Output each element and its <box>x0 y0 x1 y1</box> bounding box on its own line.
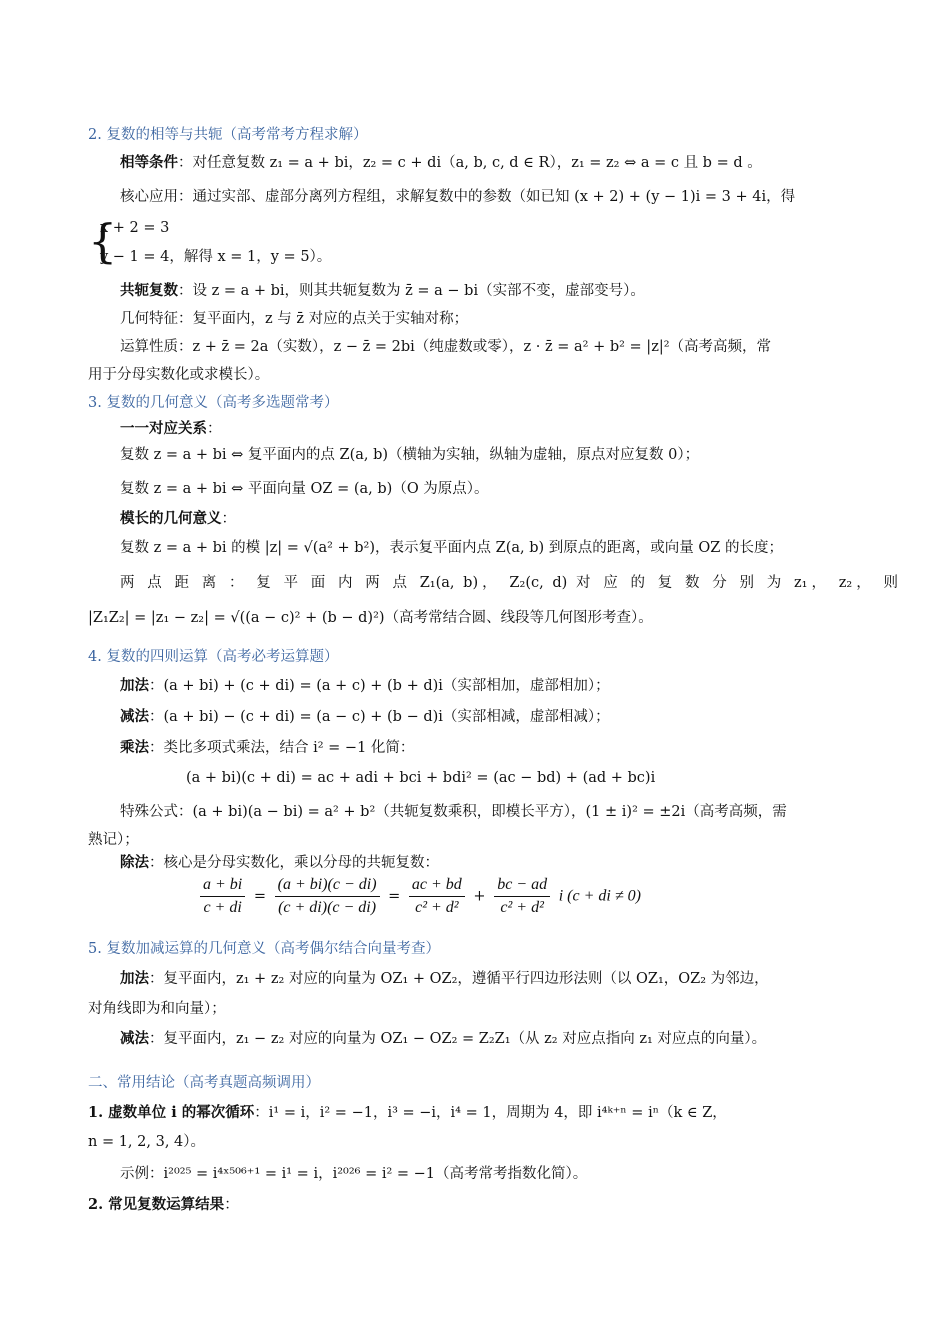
line-text: (a + bi)(c + di) = ac + adi + bci + bdi² = (ac − bd) + (ad + bc)i <box>186 770 656 786</box>
text-line <box>120 336 898 358</box>
line-text: 几何特征：复平面内，z 与 z̄ 对应的点关于实轴对称； <box>120 311 469 327</box>
line-text: ：复平面内，z₁ − z₂ 对应的向量为 OZ₁ − OZ₂ = Z₂Z₁（从 z₂ 对应点指向 z₁ 对应点的向量）。 <box>149 1031 767 1047</box>
line-text: y − 1 = 4，解得 x = 1，y = 5）。 <box>100 249 332 265</box>
fraction-4: $\frac{bc - ad}{\text{c² + d²}}$ <box>494 874 550 919</box>
section-heading <box>88 646 866 668</box>
line-text: 4. 复数的四则运算（高考必考运算题） <box>88 649 339 665</box>
text-line <box>120 186 898 208</box>
text-line <box>88 829 866 851</box>
text-line <box>88 1102 866 1124</box>
line-text: 二、常用结论（高考真题高频调用） <box>88 1075 320 1091</box>
text-line <box>120 308 898 330</box>
bold-label: 加法 <box>120 970 149 987</box>
line-text: 核心应用：通过实部、虚部分离列方程组，求解复数中的参数（如已知 (x + 2) + (y − 1)i = 3 + 4i，得 <box>120 189 796 205</box>
text-line <box>120 852 898 874</box>
line-text: ： <box>207 421 222 437</box>
text-line <box>120 801 898 823</box>
text-line <box>120 1163 898 1185</box>
line-text: 5. 复数加减运算的几何意义（高考偶尔结合向量考查） <box>88 941 440 957</box>
text-line <box>88 364 866 386</box>
equation-system-brace: { <box>88 214 118 268</box>
line-text: 两 点 距 离 ： 复 平 面 内 两 点 Z₁(a, b)， Z₂(c, d) 对 应 的 复 数 分 别 为 z₁， z₂， 则 <box>120 575 898 591</box>
text-line <box>100 217 878 239</box>
fraction-1: $\frac{a + bi}{c + di}$ <box>200 874 245 919</box>
line-text: 对角线即为和向量）； <box>88 1001 226 1017</box>
text-line <box>120 968 898 990</box>
text-line <box>120 508 898 530</box>
section-heading <box>88 1072 866 1094</box>
bold-label: 2. 常见复数运算结果 <box>88 1196 225 1213</box>
text-line <box>186 767 950 789</box>
text-line <box>120 706 898 728</box>
text-line <box>120 675 898 697</box>
fraction-2: $\frac{(a + bi)(c - di)}{(c + di)(c - di)}$ <box>275 874 380 919</box>
line-text: ：类比多项式乘法，结合 i² = −1 化简： <box>149 740 415 756</box>
bold-label: 减法 <box>120 1030 149 1047</box>
fraction-3: $\frac{ac + bd}{\text{c² + d²}}$ <box>409 874 465 919</box>
line-text: n = 1, 2, 3, 4）。 <box>88 1134 206 1150</box>
bold-label: 加法 <box>120 677 149 694</box>
text-line <box>88 607 866 629</box>
text-line <box>120 444 898 466</box>
division-formula: $\frac{a + bi}{c + di}$ = $\frac{(a + bi)(c - di)}{(c + di)(c - di)}$ = $\frac{ac + bd}{\text{c² + d²}}$ + $\frac{bc - ad}{\text{c² + d²}}$ i (c + di ≠ 0) <box>196 874 950 919</box>
text-line <box>88 1194 866 1216</box>
text-line <box>120 280 898 302</box>
section-heading <box>88 938 866 960</box>
line-text: ： <box>224 1197 239 1213</box>
bold-label: 1. 虚数单位 i 的幂次循环 <box>88 1104 255 1121</box>
text-line <box>120 478 898 500</box>
text-line <box>100 246 878 268</box>
line-text: |Z₁Z₂| = |z₁ − z₂| = √((a − c)² + (b − d)²)（高考常结合圆、线段等几何图形考查）。 <box>88 610 653 626</box>
line-text: x + 2 = 3 <box>100 220 170 236</box>
section-heading <box>88 392 866 414</box>
text-line <box>120 152 898 174</box>
bold-label: 共轭复数 <box>120 282 178 299</box>
line-text: 特殊公式：(a + bi)(a − bi) = a² + b²（共轭复数乘积，即模长平方），(1 ± i)² = ±2i（高考高频，需 <box>120 804 787 820</box>
line-text: 复数 z = a + bi ⇔ 平面向量 OZ = (a, b)（O 为原点）。 <box>120 481 489 497</box>
text-line <box>120 1028 898 1050</box>
line-text: ： <box>221 511 236 527</box>
line-text: ：设 z = a + bi，则其共轭复数为 z̄ = a − bi（实部不变，虚部变号）。 <box>178 283 645 299</box>
line-text: 示例：i²⁰²⁵ = i⁴ˣ⁵⁰⁶⁺¹ = i¹ = i，i²⁰²⁶ = i² = −1（高考常考指数化简）。 <box>120 1166 588 1182</box>
bold-label: 乘法 <box>120 739 149 756</box>
line-text: 3. 复数的几何意义（高考多选题常考） <box>88 395 339 411</box>
bold-label: 除法 <box>120 854 149 871</box>
text-line <box>120 537 898 559</box>
line-text: 2. 复数的相等与共轭（高考常考方程求解） <box>88 127 368 143</box>
line-text: ：i¹ = i，i² = −1，i³ = −i，i⁴ = 1，周期为 4，即 i⁴ᵏ⁺ⁿ = iⁿ（k ∈ Z， <box>254 1105 727 1121</box>
line-text: 用于分母实数化或求模长）。 <box>88 367 270 383</box>
line-text: ：核心是分母实数化，乘以分母的共轭复数： <box>149 855 439 871</box>
line-text: ：对任意复数 z₁ = a + bi，z₂ = c + di（a, b, c, d ∈ R），z₁ = z₂ ⇔ a = c 且 b = d 。 <box>178 155 762 171</box>
bold-label: 模长的几何意义 <box>120 510 222 527</box>
line-text: 熟记）； <box>88 832 139 848</box>
bold-label: 一一对应关系 <box>120 420 207 437</box>
line-text: 运算性质：z + z̄ = 2a（实数），z − z̄ = 2bi（纯虚数或零），z · z̄ = a² + b² = |z|²（高考高频，常 <box>120 339 772 355</box>
line-text: ：(a + bi) − (c + di) = (a − c) + (b − d)i（实部相减，虚部相减）； <box>149 709 610 725</box>
text-line <box>88 998 866 1020</box>
bold-label: 减法 <box>120 708 149 725</box>
line-text: 复数 z = a + bi 的模 |z| = √(a² + b²)，表示复平面内点 Z(a, b) 到原点的距离，或向量 OZ 的长度； <box>120 540 783 556</box>
text-line <box>120 572 898 594</box>
line-text: ：复平面内，z₁ + z₂ 对应的向量为 OZ₁ + OZ₂，遵循平行四边形法则（以 OZ₁，OZ₂ 为邻边， <box>149 971 769 987</box>
line-text: ：(a + bi) + (c + di) = (a + c) + (b + d)i（实部相加，虚部相加）； <box>149 678 610 694</box>
line-text: 复数 z = a + bi ⇔ 复平面内的点 Z(a, b)（横轴为实轴，纵轴为虚轴，原点对应复数 0）； <box>120 447 700 463</box>
text-line <box>88 1131 866 1153</box>
bold-label: 相等条件 <box>120 154 178 171</box>
text-line <box>120 418 898 440</box>
text-line <box>120 737 898 759</box>
section-heading <box>88 124 866 146</box>
